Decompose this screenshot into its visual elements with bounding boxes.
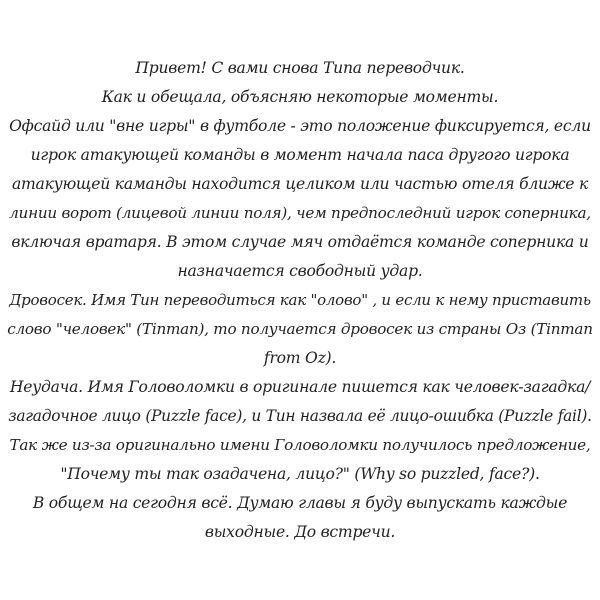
translator-note-text [0,54,600,547]
failure-line-1: Неудача. Имя Головоломки в оригинале пишется как человек-загадка/ [9,378,591,396]
intro-line: Как и обещала, объясняю некоторые моменты. [101,88,499,106]
woodsman-line-2: слово "человек" (Tinman), то получается дровосек из страны Оз (Tinman [7,320,593,338]
failure-line-4: "Почему ты так озадачена, лицо?" (Why so puzzled, face?). [60,465,540,483]
failure-line-3: Так же из-за оригинально имени Головоломки получилось предложение, [9,436,591,454]
woodsman-line-3: from Oz). [263,349,337,367]
offside-line-4: линии ворот (лицевой линии поля), чем предпоследний игрок соперника, [9,204,591,222]
woodsman-line-1: Дровосек. Имя Тин переводиться как "олово" , и если к нему приставить [9,291,591,309]
closing-line-2: выходные. До встречи. [204,523,396,541]
offside-line-2: игрок атакующей команды в момент начала паса другого игрока [30,146,570,164]
offside-line-6: назначается свободный удар. [177,262,423,280]
greeting-line: Привет! С вами снова Типа переводчик. [135,59,465,77]
offside-line-5: включая вратаря. В этом случае мяч отдаётся команде соперника и [11,233,589,251]
closing-line-1: В общем на сегодня всё. Думаю главы я буду выпускать каждые [32,494,568,512]
offside-line-3: атакующей каманды находится целиком или частью отеля ближе к [11,175,589,193]
offside-line-1: Офсайд или "вне игры" в футболе - это положение фиксируется, если [9,117,591,135]
failure-line-2: загадочное лицо (Puzzle face), и Тин назвала её лицо-ошибка (Puzzle fail). [8,407,592,425]
